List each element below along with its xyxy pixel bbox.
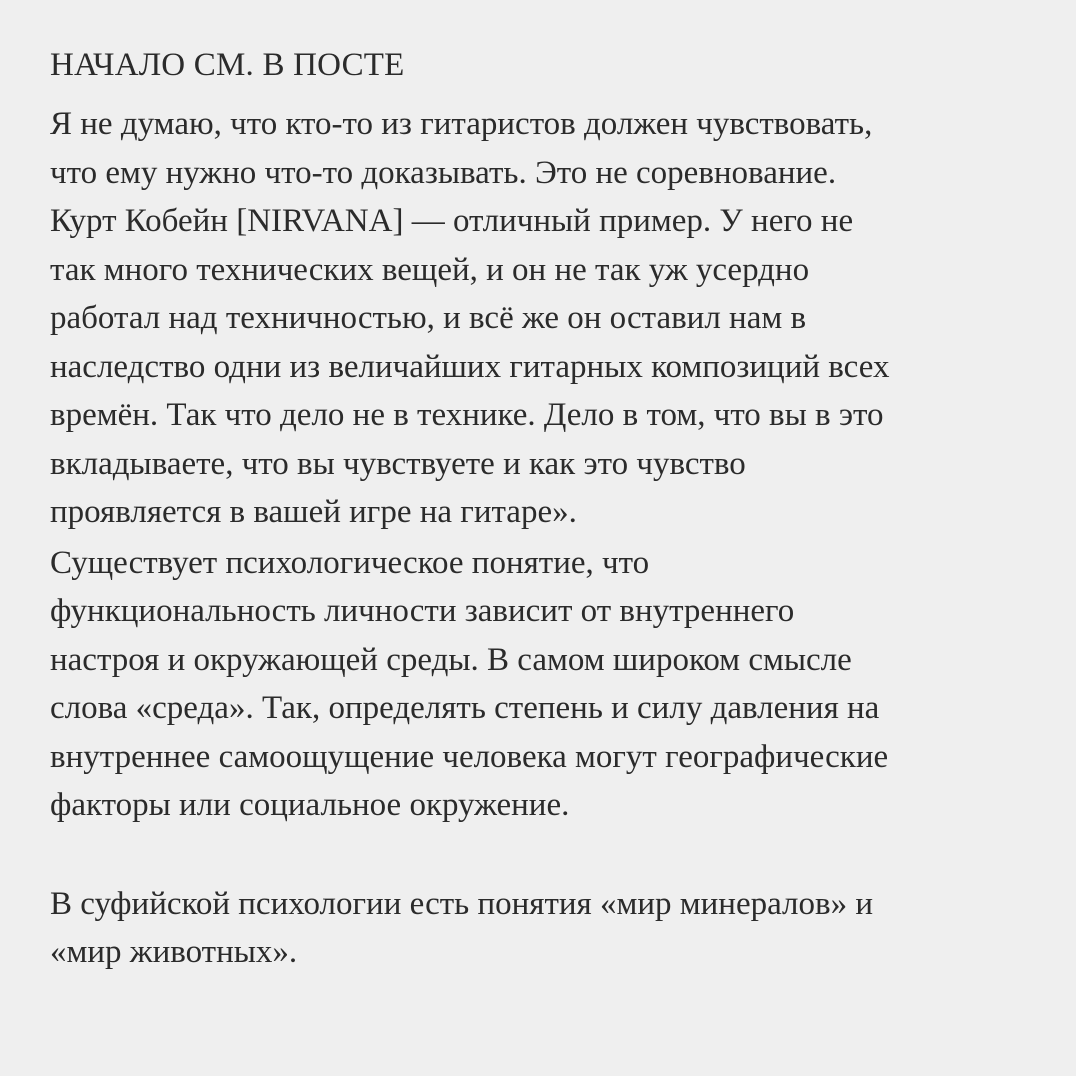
section-heading: НАЧАЛО СМ. В ПОСТЕ xyxy=(50,47,405,83)
paragraph-sufi: В суфийской психологии есть понятия «мир минералов» и «мир животных». xyxy=(50,885,874,970)
paragraph-quote: Я не думаю, что кто-то из гитаристов должен чувствовать, что ему нужно что-то доказывать. Это не соревнование. Курт Кобейн [NIRVANA] — отличный пример. У него не так много технических вещей, и он не так уж усердно работал над техничностью, и всё же он оставил нам в наследство одни из величайших гитарных композиций всех времён. Так что дело не в технике. Дело в том, что вы в это вкладываете, что вы чувствуете и как это чувство проявляется в вашей игре на гитаре». xyxy=(50,106,890,530)
paragraph-psychology: Существует психологическое понятие, что функциональность личности зависит от внутреннего настроя и окружающей среды. В самом широком смысле слова «среда». Так, определять степень и силу давления на внутреннее самоощущение человека могут географические факторы или социальное окружение. xyxy=(50,544,889,823)
